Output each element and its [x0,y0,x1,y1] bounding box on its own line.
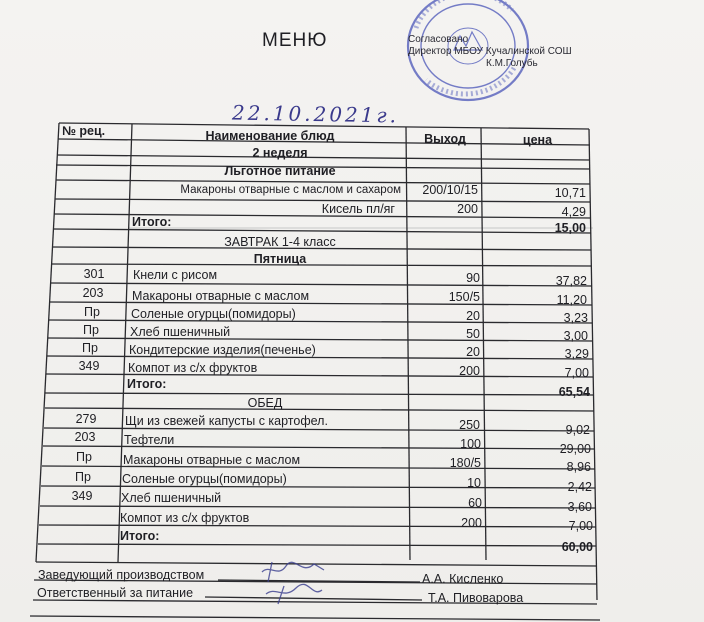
lunch-total-value: 60,00 [561,540,593,554]
bf-row-5-recipe: Пр [82,341,98,355]
lunch-row-5-name: Хлеб пшеничный [121,491,222,505]
lunch-row-1-price: 9,02 [565,423,590,437]
lunch-row-3-recipe: Пр [76,450,92,464]
handwritten-date: 22.10.2021г. [231,100,400,128]
bf-row-5-output: 20 [466,345,480,359]
bf-row-4-output: 50 [466,327,480,341]
bf-row-2-name: Макароны отварные с маслом [132,289,310,303]
production-head-name: А.А. Кисленко [422,572,504,586]
lunch-row-1-name: Щи из свежей капусты с картофел. [125,414,328,428]
responsible-name: Т.А. Пивоварова [428,591,524,605]
bf-row-1-price: 37,82 [555,274,587,288]
lunch-row-2-price: 29,00 [559,442,591,456]
lunch-row-4-recipe: Пр [75,470,91,484]
bf-row-3-output: 20 [466,309,480,323]
bf-row-6-price: 7,00 [564,366,589,380]
lunch-row-3-price: 8,96 [566,460,591,474]
approval-name: К.М.Голубь [486,58,538,69]
lunch-row-4-price: 2,42 [567,480,592,494]
pref-row-2-output: 200 [457,202,478,216]
pref-row-1-output: 200/10/15 [422,183,478,197]
lunch-row-5-output: 60 [468,496,482,510]
bf-total-label: Итого: [127,377,167,391]
week-label: 2 неделя [252,146,308,160]
lunch-row-2-name: Тефтели [124,433,175,447]
lunch-row-4-name: Соленые огурцы(помидоры) [122,472,287,486]
bf-row-2-price: 11,20 [556,293,587,307]
col-header-dish: Наименование блюд [205,129,335,143]
col-header-recipe: № рец. [62,124,106,138]
lunch-row-6-output: 200 [461,516,482,530]
bf-row-4-recipe: Пр [83,323,99,337]
lunch-row-6-name: Компот из с/х фруктов [120,511,250,525]
lunch-row-3-name: Макароны отварные с маслом [123,453,301,467]
approval-director: Директор МБОУ Кучалинской СОШ [408,46,572,57]
col-header-price: цена [522,133,553,147]
pref-row-2-price: 4,29 [561,205,586,219]
bf-row-4-price: 3,00 [563,329,588,343]
bf-row-5-price: 3,29 [564,347,589,361]
production-head-label: Заведующий производством [38,568,205,582]
lunch-row-5-recipe: 349 [71,489,93,503]
pref-row-2-name: Кисель пл/яг [321,202,395,216]
bf-total-value: 65,54 [558,385,590,399]
bf-row-6-output: 200 [459,364,480,378]
bf-row-1-name: Кнели с рисом [133,268,218,282]
approval-line: Согласовано [408,34,469,45]
lunch-row-6-price: 7,00 [568,519,593,533]
handwritten-signatures [258,558,338,606]
lunch-row-3-output: 180/5 [449,456,481,470]
lunch-row-2-output: 100 [460,437,481,451]
bf-row-5-name: Кондитерские изделия(печенье) [129,343,316,357]
lunch-row-1-output: 250 [459,418,480,432]
bf-row-4-name: Хлеб пшеничный [130,325,231,339]
bf-row-1-output: 90 [466,271,480,285]
bf-row-6-recipe: 349 [78,359,100,373]
lunch-row-4-output: 10 [467,476,481,490]
page-title: МЕНЮ [262,30,328,51]
lunch-row-2-recipe: 203 [74,430,96,444]
lunch-total-label: Итого: [120,529,160,543]
bf-row-3-recipe: Пр [84,305,100,319]
day-label: Пятница [253,252,307,266]
pref-total-label: Итого: [132,215,172,229]
lunch-row-1-recipe: 279 [75,412,97,426]
section-lunch: ОБЕД [247,396,283,410]
bf-row-1-recipe: 301 [83,267,105,281]
bf-row-3-price: 3,23 [563,311,588,325]
bf-row-6-name: Компот из с/х фруктов [128,361,258,375]
lunch-row-5-price: 3,60 [567,500,592,514]
section-preferential: Льготное питание [224,164,336,178]
pref-row-1-name: Макароны отварные с маслом и сахаром [180,184,401,196]
bf-row-3-name: Соленые огурцы(помидоры) [131,307,296,321]
col-header-output: Выход [424,132,466,146]
pref-row-1-price: 10,71 [554,186,586,200]
section-breakfast: ЗАВТРАК 1-4 класс [224,235,336,249]
pref-total-value: 15,00 [554,221,586,235]
responsible-label: Ответственный за питание [37,586,194,600]
bf-row-2-recipe: 203 [82,286,104,300]
bf-row-2-output: 150/5 [448,290,480,304]
